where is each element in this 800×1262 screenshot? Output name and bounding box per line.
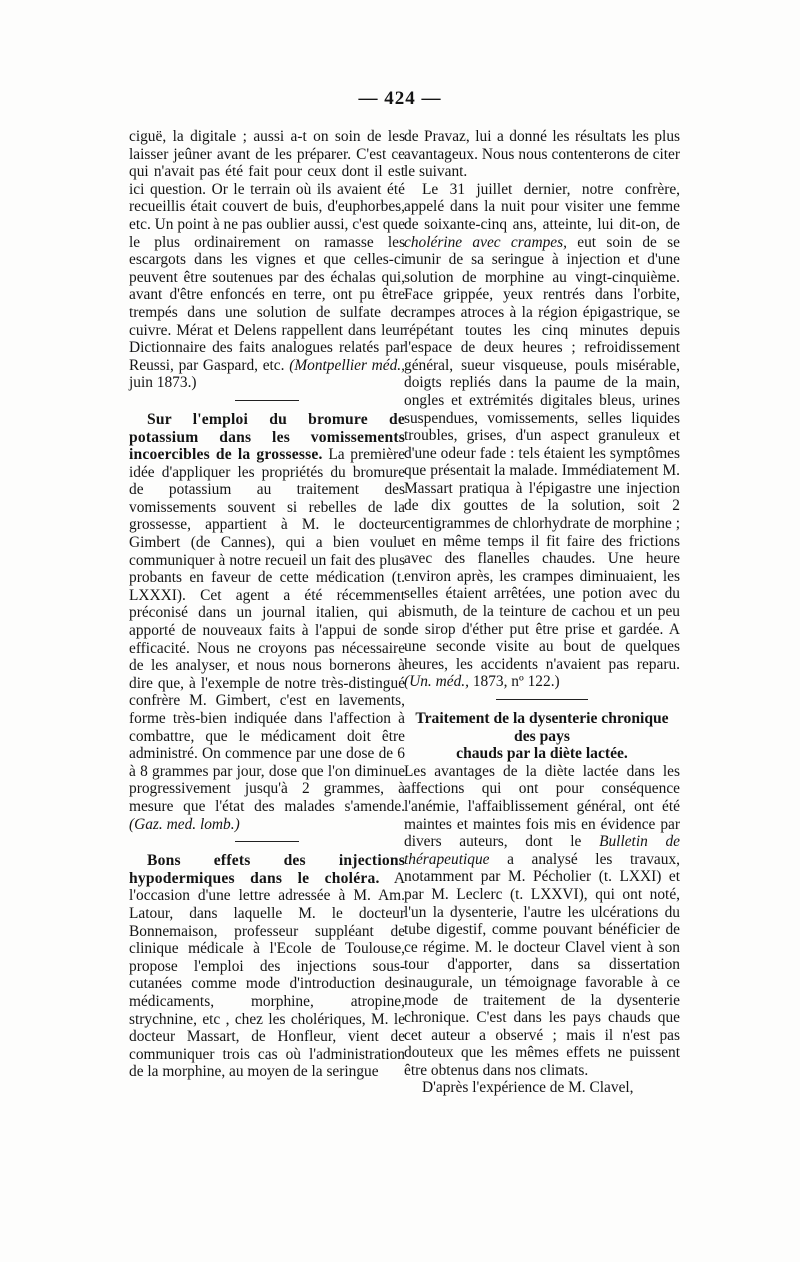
paragraph-case-report <box>404 181 680 691</box>
section-divider <box>235 841 299 842</box>
citation-source: (Montpellier méd., <box>289 356 405 374</box>
paragraph-text: Les avantages de la diète lactée dans les affections qui ont pour conséquence l'anémie, l'affaiblissement général, ont été maintes et maintes fois mis en évidence par divers auteurs, dont le <box>404 762 680 851</box>
paragraph-snail-poisoning-end <box>129 128 405 392</box>
article-bromure <box>129 411 405 833</box>
section-divider <box>235 400 299 401</box>
article-title: Bons effets des injections hypodermiques dans le choléra. <box>129 852 405 887</box>
article-title: Sur l'emploi du bromure de potassium dans les vomissements incoercibles de la grossesse. <box>129 410 405 464</box>
citation-date: juin 1873.) <box>129 374 197 392</box>
article-body: La première idée d'appliquer les propriétés du bromure de potassium au traitement des vomissements souvent si rebelles de la grossesse, appartient à M. le docteur Gimbert (de Cannes), qui a bien voulu communiquer à notre recueil un fait des plus probants en faveur de cette médication (t. LXXXI). Cet agent a été récemment préconisé dans un journal italien, qui a apporté de nouveaux faits à l'appui de son efficacité. Nous ne croyons pas nécessaire de les analyser, et nous nous bornerons à dire que, à l'exemple de notre très-distingué confrère M. Gimbert, c'est en lavements, forme très-bien indiquée dans l'affection à combattre, que le médicament doit être administré. On commence par une dose de 6 à 8 grammes par jour, dose que l'on diminue progressivement jusqu'à 2 grammes, à mesure que l'état des malades s'amende. <box>129 446 405 815</box>
paragraph-clavel: D'après l'expérience de M. Clavel, <box>422 1079 634 1097</box>
article-dysenterie-body <box>404 763 680 1080</box>
paragraph-text: Le 31 juillet dernier, notre confrère, appelé dans la nuit pour visiter une femme de soixante-cinq ans, atteinte, lui dit-on, de <box>404 180 680 233</box>
citation-source: (Gaz. med. lomb.) <box>129 815 240 833</box>
citation-source: (Un. méd., <box>404 673 469 691</box>
article-body: A l'occasion d'une lettre adressée à M. Am. Latour, dans laquelle M. le docteur Bonnemaison, professeur suppléant de clinique médicale à l'Ecole de Toulouse, propose l'emploi des injections sous-cutanées comme mode d'introduction des médicaments, morphine, atropine, strychnine, etc , chez les cholériques, M. le docteur Massart, de Honfleur, vient de communiquer trois cas où l'administration de la morphine, au moyen de la seringue <box>129 869 405 1081</box>
section-divider <box>496 699 588 700</box>
paragraph-text: ciguë, la digitale ; aussi a-t on soin de les laisser jeûner avant de les préparer. C'est ce qui n'avait pas été fait pour ceux dont il est ici question. Or le terrain où ils avaient été recueillis était couvert de buis, d'euphorbes, etc. Un point à ne pas oublier aussi, c'est que le plus ordinairement on ramasse les escargots dans les vignes et que celles-ci peuvent être soutenues par des échalas qui, avant d'être enfoncés en terre, ont pu être trempés dans une solution de sulfate de cuivre. Mérat et Delens rappellent dans leur Dictionnaire des faits analogues relatés par Reussi, par Gaspard, etc. <box>129 128 405 374</box>
paragraph-text: a analysé les travaux, notamment par M. Pécholier (t. LXXI) et par M. Leclerc (t. LXXVI), qui ont noté, l'un la dysenterie, l'autre les ulcérations du tube digestif, comme pouvant bénéficier de ce régime. M. le docteur Clavel vient à son tour d'apporter, dans sa dissertation inaugurale, un témoignage favorable à ce mode de traitement de la dysenterie chronique. C'est dans les pays chauds que cet auteur a observé ; mais il n'est pas douteux que les mêmes effets ne puissent être obtenus dans nos climats. <box>404 850 680 1079</box>
paragraph-cholera-continued: de Pravaz, lui a donné les résultats les plus avantageux. Nous nous contenterons de citer le suivant. <box>404 128 680 181</box>
left-column <box>129 128 405 1081</box>
article-cholera <box>129 852 405 1081</box>
journal-title: Bulletin de thérapeutique <box>404 833 681 868</box>
article-title-line-2: chauds par la diète lactée. <box>456 745 628 763</box>
citation-ref: 1873, nº 122.) <box>468 673 560 691</box>
article-title-line-1: Traitement de la dysenterie chronique des pays <box>415 710 669 745</box>
italic-term: cholérine avec crampes, <box>404 233 567 251</box>
paragraph-text: eut soin de se munir de sa seringue à injection et d'une solution de morphine au vingt-cinquième. Face grippée, yeux rentrés dans l'orbite, crampes atroces à la région épigastrique, se répétant toutes les cinq minutes depuis l'espace de deux heures ; refroidissement général, sueur visqueuse, pouls misérable, doigts repliés dans la paume de la main, ongles et extrémités digitales bleus, urines suspendues, vomissements, selles liquides troubles, grises, d'un aspect granuleux et d'une odeur fade : tels étaient les symptômes que présentait la malade. Immédiatement M. Massart pratiqua à l'épigastre une injection de dix gouttes de la solution, soit 2 centigrammes de chlorhydrate de morphine ; et en même temps il fit faire des frictions avec des flanelles chaudes. Une heure environ après, les crampes diminuaient, les selles étaient arrêtées, une potion avec du bismuth, de la teinture de cachou et un peu de sirop d'éther put être prise et gardée. A une seconde visite au bout de quelques heures, les accidents n'avaient pas reparu. <box>404 233 680 673</box>
right-column <box>404 128 680 1097</box>
page-number: — 424 — <box>358 88 442 109</box>
